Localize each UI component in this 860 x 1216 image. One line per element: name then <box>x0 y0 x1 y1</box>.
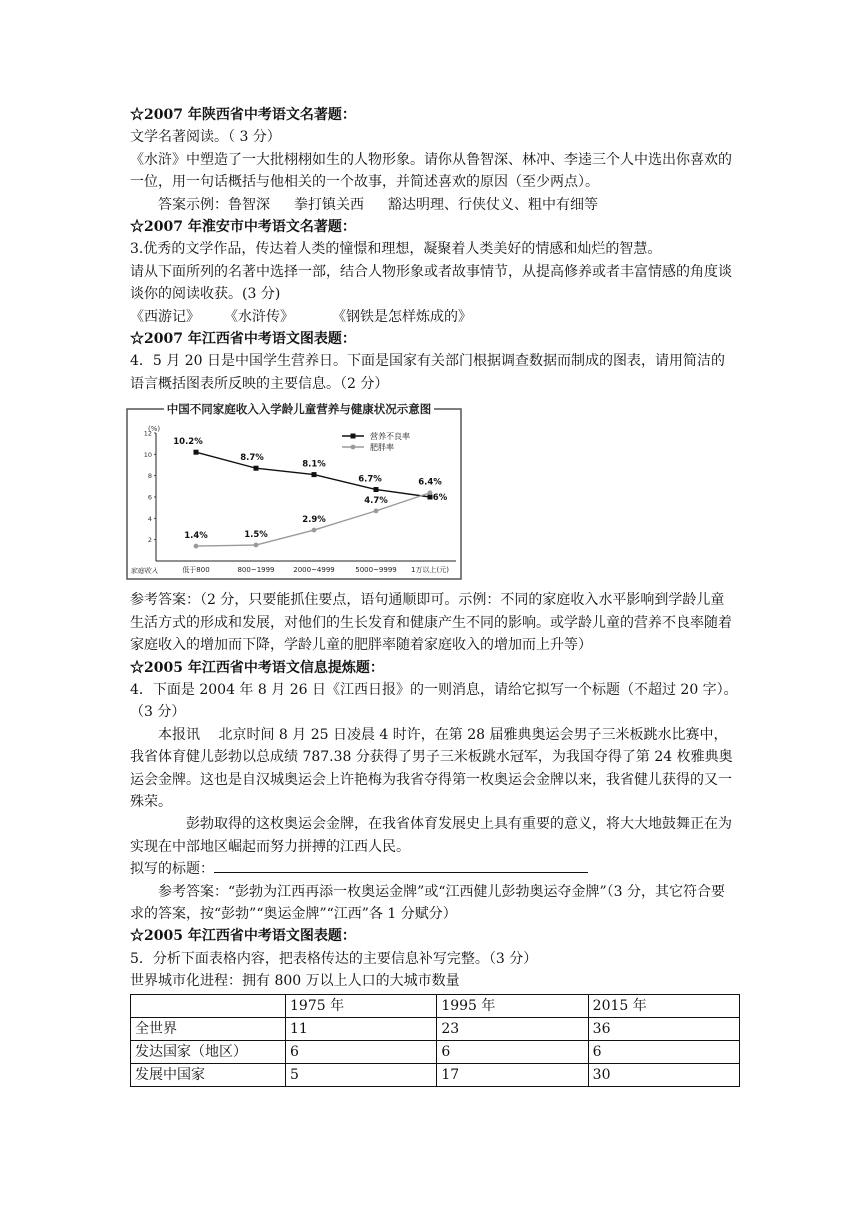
title-blank[interactable] <box>214 858 588 873</box>
table-row <box>131 1017 740 1040</box>
y-tick-label: 2 <box>147 536 152 545</box>
table-cell: 全世界 <box>131 1017 286 1040</box>
title-label: 拟写的标题： <box>130 861 214 878</box>
table-cell: 11 <box>286 1017 437 1040</box>
table-cell <box>131 994 286 1017</box>
table-cell: 6 <box>437 1040 588 1063</box>
data-label: 4.7% <box>364 496 388 507</box>
data-label: 8.7% <box>240 453 264 464</box>
x-tick-label: 1万以上(元) <box>411 566 449 575</box>
title-line <box>130 858 738 880</box>
chart-title: 中国不同家庭收入入学龄儿童营养与健康状况示意图 <box>166 402 432 417</box>
data-label: 6.7% <box>358 474 382 485</box>
legend-label-obesity: 肥胖率 <box>370 443 394 453</box>
y-tick-label: 10 <box>143 451 152 460</box>
data-point <box>254 466 259 471</box>
section-heading: ☆2007 年陕西省中考语文名著题： <box>130 107 356 123</box>
data-point <box>374 509 379 514</box>
x-tick-label: 2000~4999 <box>293 566 335 575</box>
legend-label-malnutrition: 营养不良率 <box>370 432 410 442</box>
question-paragraph: 4．5 月 20 日是中国学生营养日。下面是国家有关部门根据调查数据而制成的图表，请用简洁的语言概括图表所反映的主要信息。（2 分） <box>130 353 725 392</box>
data-point <box>312 528 317 533</box>
data-label: 6% <box>432 493 448 504</box>
data-label: 1.5% <box>244 530 268 541</box>
section-heading: ☆2007 年江西省中考语文图表题： <box>130 331 356 348</box>
question-paragraph: 《水浒》中塑造了一大批栩栩如生的人物形象。请你从鲁智深、林冲、李逵三个人中选出你喜欢的一位，用一句话概括与他相关的一个故事，并简述喜欢的原因（至少两点）。 <box>130 151 732 191</box>
table-cell: 2015 年 <box>588 994 739 1017</box>
table-cell: 17 <box>437 1063 588 1086</box>
document-page <box>130 104 738 1087</box>
table-header-row <box>131 994 740 1017</box>
table-cell: 1995 年 <box>437 994 588 1017</box>
y-tick-label: 12 <box>143 429 152 438</box>
data-point <box>254 543 259 548</box>
data-label: 6.4% <box>418 478 442 489</box>
book-list <box>130 306 738 328</box>
question-paragraph: 请从下面所列的名著中选择一部，结合人物形象或者故事情节，从提高修养或者丰富情感的角度谈谈你的阅读收获。(3 分) <box>130 263 732 303</box>
x-tick-label: 5000~9999 <box>355 566 397 575</box>
book-title: 《水浒传》 <box>224 308 294 325</box>
table-cell: 6 <box>286 1040 437 1063</box>
table-row <box>131 1040 740 1063</box>
section-heading: ☆2007 年淮安市中考语文名著题： <box>130 219 356 236</box>
table-caption: 世界城市化进程：拥有 800 万以上人口的大城市数量 <box>130 973 460 990</box>
answer-paragraph: 参考答案：（2 分，只要能抓住要点，语句通顺即可。示例：不同的家庭收入水平影响到学龄儿童生活方式的形成和发展，对他们的生长发育和健康产生不同的影响。或学龄儿童的营养不良率随着家庭收入的增加而下降，学龄儿童的肥胖率随着家庭收入的增加而上升等） <box>130 592 732 654</box>
data-label: 10.2% <box>173 437 203 448</box>
table-cell: 30 <box>588 1063 739 1086</box>
y-tick-label: 8 <box>147 472 152 481</box>
legend-marker-malnutrition <box>351 434 356 439</box>
answer-story: 拳打镇关西 <box>294 196 364 213</box>
chart-svg <box>126 401 462 581</box>
question-paragraph: 4．下面是 2004 年 8 月 26 日《江西日报》的一则消息，请给它拟写一个标题（不超过 20 字）。（3 分） <box>130 681 738 721</box>
answer-reason: 豁达明理、行侠仗义、粗中有细等 <box>388 196 598 213</box>
data-point <box>194 450 199 455</box>
book-title: 《钢铁是怎样炼成的》 <box>332 308 472 325</box>
table-cell: 5 <box>286 1063 437 1086</box>
x-axis-label: 家庭收入 <box>130 567 158 576</box>
data-point <box>428 491 433 496</box>
city-table <box>130 994 740 1087</box>
answer-label: 答案示例：鲁智深 <box>158 196 270 213</box>
answer-example <box>130 194 738 216</box>
data-label: 2.9% <box>302 515 326 526</box>
legend-marker-obesity <box>351 445 356 450</box>
y-axis-label: (%) <box>148 425 161 434</box>
table-cell: 6 <box>588 1040 739 1063</box>
x-tick-label: 800~1999 <box>237 566 275 575</box>
news-paragraph: 彭勃取得的这枚奥运会金牌，在我省体育发展史上具有重要的意义，将大大地鼓舞正在为实现在中部地区崛起而努力拼搏的江西人民。 <box>130 816 732 855</box>
data-point <box>194 544 199 549</box>
y-tick-label: 6 <box>147 493 152 502</box>
question-line: 文学名著阅读。（ 3 分） <box>130 129 281 146</box>
table-cell: 36 <box>588 1017 739 1040</box>
x-tick-label: 低于800 <box>182 566 210 575</box>
answer-paragraph: 参考答案：“彭勃为江西再添一枚奥运金牌”或“江西健儿彭勃奥运夺金牌”（3 分，其它符合要求的答案，按“彭勃”“奥运金牌”“江西”各 1 分赋分） <box>130 883 725 922</box>
table-cell: 23 <box>437 1017 588 1040</box>
question-paragraph: 5．分析下面表格内容，把表格传达的主要信息补写完整。（3 分） <box>130 950 538 967</box>
table-row <box>131 1063 740 1086</box>
section-heading: ☆2005 年江西省中考语文图表题： <box>130 928 356 945</box>
question-line: 3.优秀的文学作品，传达着人类的憧憬和理想，凝聚着人类美好的情感和灿烂的智慧。 <box>130 241 662 258</box>
table-cell: 发达国家（地区） <box>131 1040 286 1063</box>
data-point <box>374 487 379 492</box>
book-title: 《西游记》 <box>130 308 200 325</box>
y-tick-label: 4 <box>147 515 152 524</box>
data-point <box>428 495 433 500</box>
data-point <box>312 472 317 477</box>
nutrition-line-chart <box>126 401 462 581</box>
table-cell: 1975 年 <box>286 994 437 1017</box>
section-heading: ☆2005 年江西省中考语文信息提炼题： <box>130 659 384 676</box>
data-label: 8.1% <box>302 459 326 470</box>
data-label: 1.4% <box>184 531 208 542</box>
news-paragraph: 本报讯 北京时间 8 月 25 日凌晨 4 时许，在第 28 届雅典奥运会男子三米板跳水比赛中，我省体育健儿彭勃以总成绩 787.38 分获得了男子三米板跳水冠军，为我国夺得了第 24 枚雅典奥运会金牌。这也是自汉城奥运会上许艳梅为我省夺得第一枚奥运会金牌以来，我省健儿获得的又一殊荣。 <box>130 726 733 810</box>
table-cell: 发展中国家 <box>131 1063 286 1086</box>
